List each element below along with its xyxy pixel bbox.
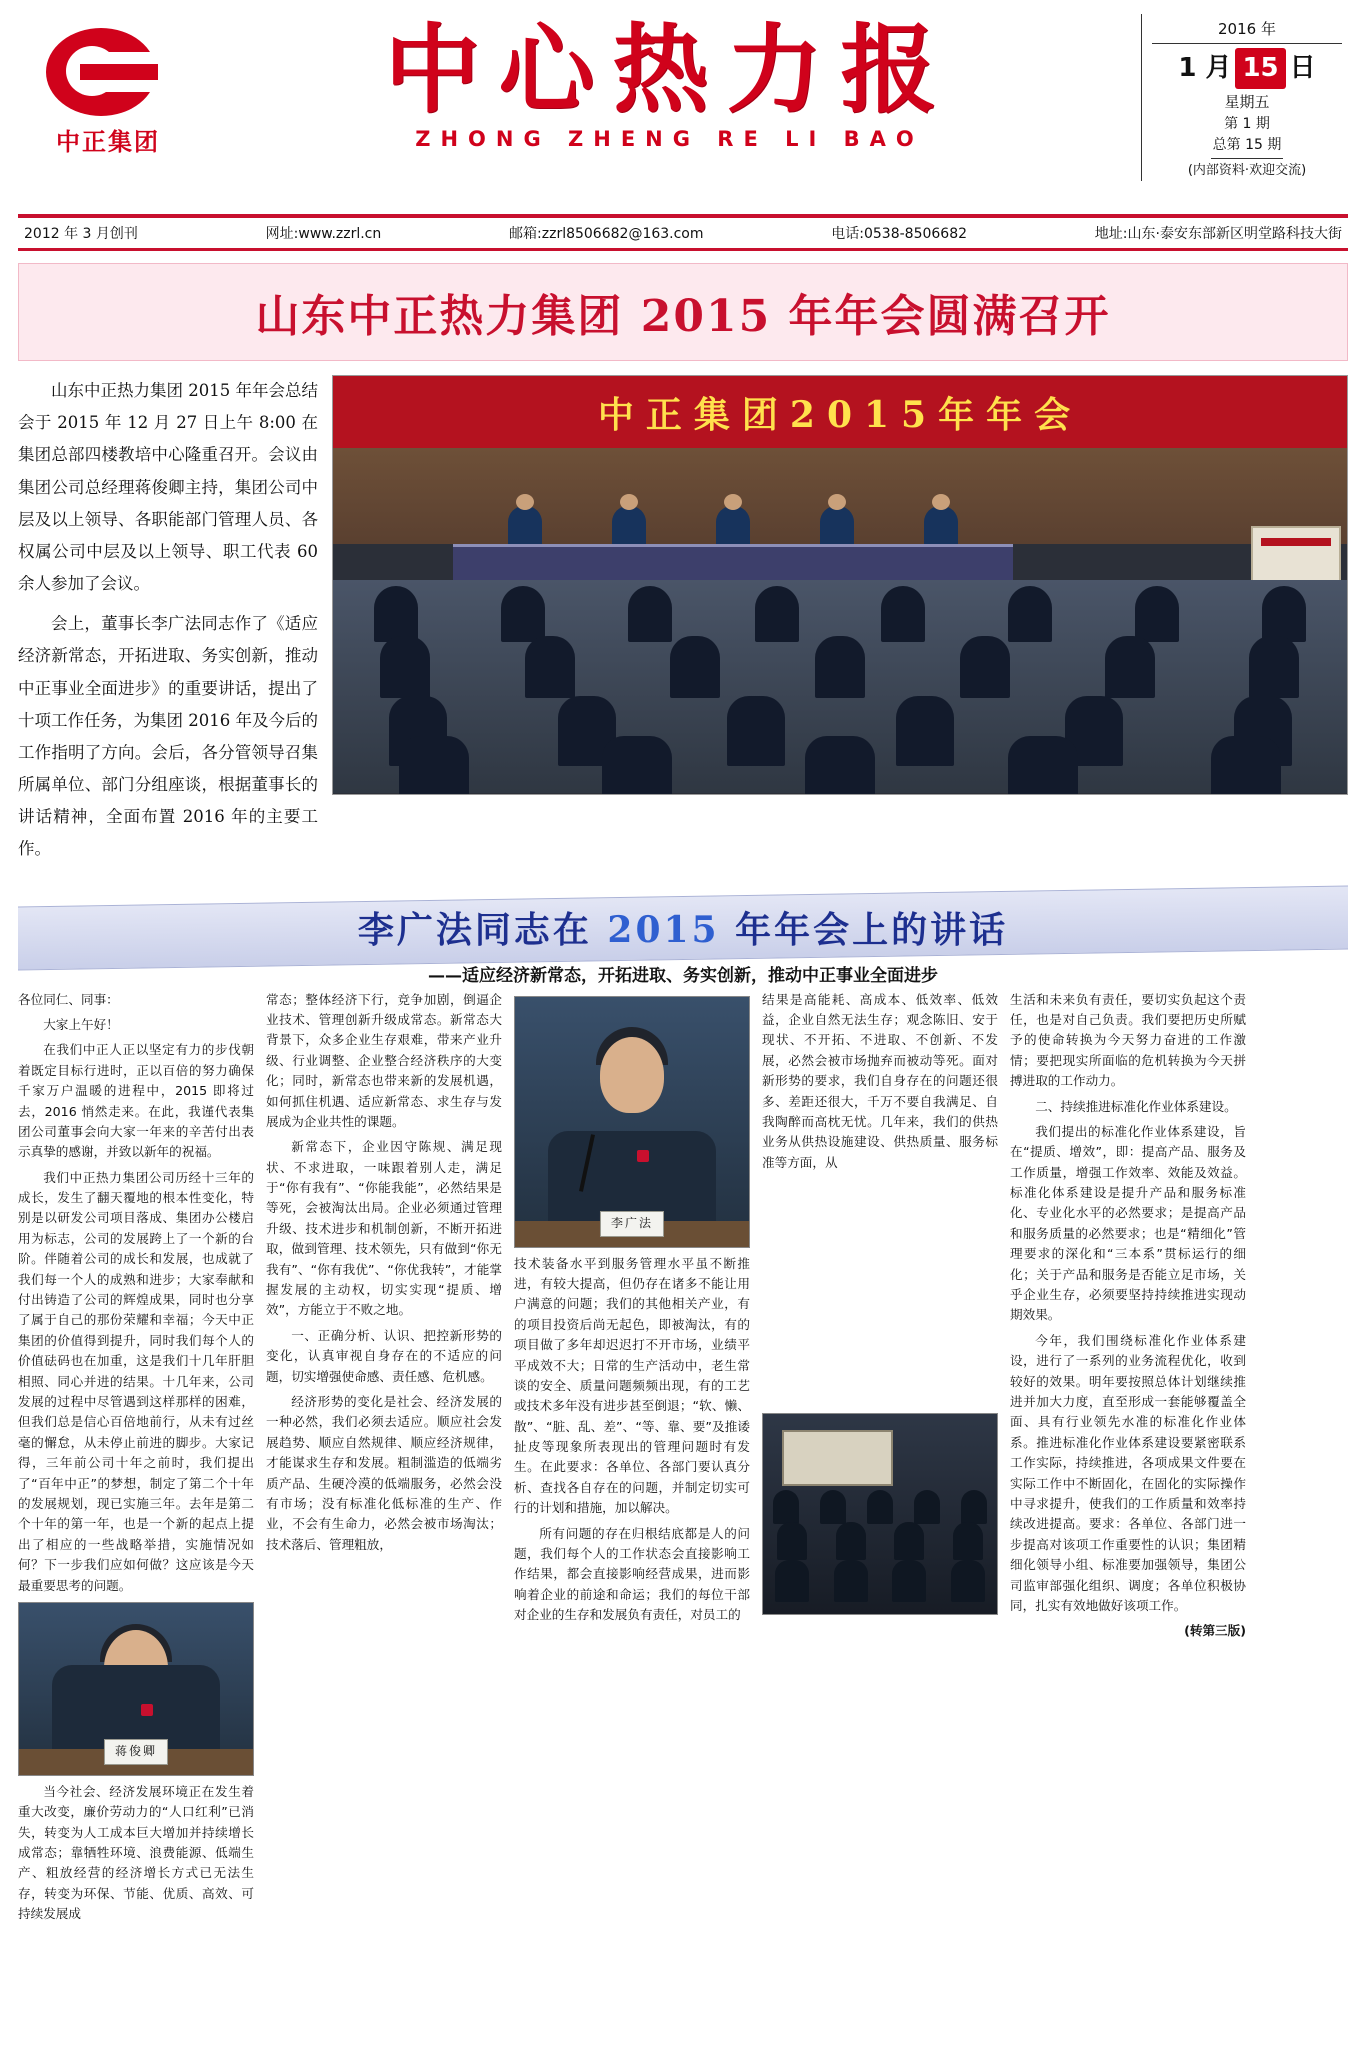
speech-title-band	[18, 892, 1348, 986]
founded-label: 2012 年 3 月创刊	[24, 226, 138, 242]
paragraph: 常态；整体经济下行，竞争加剧，倒逼企业技术、管理创新升级成常态。新常态大背景下，众多企业生存艰难，带来产业升级、行业调整、企业整合经济秩序的大变化；同时，新常态也带来新的发展机遇，如何抓住机遇、适应新常态、求生存与发展成为企业共性的课题。	[266, 991, 502, 1129]
paragraph: 大家上午好！	[43, 1016, 119, 1032]
paragraph: 一、正确分析、认识、把控新形势的变化，认真审视自身存在的不适应的问题，切实增强使命感、责任感、危机感。	[266, 1327, 502, 1384]
continued-note: (转第三版)	[1184, 1623, 1246, 1639]
issue-date-block	[1141, 14, 1348, 181]
paragraph: 在我们中正人正以坚定有力的步伐朝着既定目标行进时，正以百倍的努力确保千家万户温暖的进程中，2015 即将过去，2016 悄然走来。在此，我谨代表集团公司董事会向大家一年来的辛苦付出表示真挚的感谢，并致以新年的祝福。	[18, 1042, 254, 1160]
paragraph: 今年，我们围绕标准化作业体系建设，进行了一系列的业务流程优化，收到较好的效果。明年要按照总体计划继续推进并加大力度，直至形成一套能够覆盖全面、具有行业领先水准的标准化作业体系。推进标准化作业体系建设要紧密联系工作实际，持续推进，各项成果文件要在实际工作中不断固化，在固化的实际操作中寻求提升，使我们的工作质量和效率持续改进提高。要求：各单位、各部门进一步提高对该项工作重要性的认识；集团精细化领导小组、标准要加强领导，集团公司监审部强化组织、调度；各单位积极协同，扎实有效地做好该项工作。	[1010, 1332, 1246, 1613]
issue-number: 第 1 期	[1224, 115, 1270, 132]
logo-text: 中正集团	[56, 128, 160, 156]
logo	[18, 14, 198, 157]
photo-banner	[333, 376, 1347, 448]
email-label[interactable]: 邮箱:zzrl8506682@163.com	[509, 226, 704, 242]
nameplate-label: 李广法	[600, 1211, 664, 1236]
paragraph: 生活和未来负有责任，要切实负起这个责任，也是对自己负责。我们要把历史所赋予的使命转换为今天努力奋进的工作激情；要把现实所面临的危机转换为今天拼搏进取的工作动力。	[1010, 991, 1246, 1089]
paragraph: 当今社会、经济发展环境正在发生着重大改变，廉价劳动力的“人口红利”已消失，转变为人工成本巨大增加并持续增长成常态；靠牺牲环境、浪费能源、低端生产、粗放经营的经济增长方式已无法生存，转变为环保、节能、优质、高效、可持续发展成	[18, 1783, 254, 1922]
issue-note: (内部资料·欢迎交流)	[1187, 163, 1307, 179]
paragraph: 结果是高能耗、高成本、低效率、低效益，企业自然无法生存；观念陈旧、安于现状、不开拓、不进取、不创新、不发展，必然会被市场抛弃而被动等死。面对新形势的要求，我们自身存在的问题还很多、差距还很大，千万不要自我满足、自我陶醉而高枕无忧。几年来，我们的供热业务从供热设施建设、供热质量、服务标准等方面，从	[762, 991, 998, 1170]
speech-title	[18, 892, 1348, 953]
paragraph: 技术装备水平到服务管理水平虽不断推进，有较大提高，但仍存在诸多不能让用户满意的问题；我们的其他相关产业，有的项目投资后尚无起色，即被淘汰，有的项目做了多年却迟迟打不开市场，业绩平平成效不大；日常的生产活动中，老生常谈的安全、质量问题频频出现，有的工艺或技术多年没有进步甚至倒退；“软、懒、散”、“脏、乱、差”、“等、靠、要”及推诿扯皮等现象所表现出的管理问题时有发生。在此要求：各单位、各部门要认真分析、查找各自存在的问题，并制定切实可行的计划和措施，加以解决。	[514, 1255, 750, 1516]
issue-weekday: 星期五	[1224, 92, 1270, 111]
paper-title-block	[198, 14, 1141, 151]
lead-article	[18, 375, 1348, 874]
paragraph: 经济形势的变化是社会、经济发展的一种必然，我们必须去适应。顺应社会发展趋势、顺应自然规律、顺应经济规律，才能谋求生存和发展。粗制滥造的低端劣质产品、生硬冷漠的低端服务，必然会没有市场；没有标准化低标准的生产、作业，不会有生命力，必然会被市场淘汰；技术落后、管理粗放，	[266, 1394, 502, 1552]
issue-day: 15	[1235, 48, 1285, 88]
article-columns	[18, 990, 1348, 1930]
speech-title-prefix: 李广法同志在	[357, 908, 592, 951]
column-1	[18, 990, 254, 1930]
masthead	[18, 14, 1348, 217]
nameplate-label: 蒋俊卿	[104, 1739, 168, 1764]
speech-title-suffix: 年年会上的讲话	[735, 908, 1009, 951]
issue-day-unit: 日	[1289, 53, 1316, 84]
company-logo-icon	[38, 24, 178, 120]
issue-year: 2016 年	[1152, 18, 1342, 44]
paper-title-pinyin: ZHONG ZHENG RE LI BAO	[415, 126, 924, 151]
photo-audience	[333, 586, 1347, 794]
phone-label: 电话:0538-8506682	[831, 226, 968, 242]
column-2	[266, 990, 502, 1930]
issue-total-number: 总第 15 期	[1211, 135, 1284, 159]
lead-article-text	[18, 375, 318, 874]
column-3	[514, 990, 750, 1930]
photo-head-table	[453, 544, 1013, 583]
paragraph: 我们中正热力集团公司历经十三年的成长，发生了翻天覆地的根本性变化，特别是以研发公司项目落成、集团办公楼启用为标志，公司的发展跨上了一个新的台阶。伴随着公司的成长和发展，也成就了我们每一个人的成熟和进步；大家奉献和付出铸造了公司的辉煌成果，同时也分享了属于自己的那份荣耀和幸福；今天中正集团的价值得到提升，同时我们每个人的价值砝码也在加重，这是我们十几年肝胆相照、同心并进的结果。十几年来，公司发展的过程中尽管遇到这样那样的困难，但我们总是信心百倍地前行，从未有过丝毫的懈怠，从未停止前进的脚步。大家记得，三年前公司十年之前时，我们提出了“百年中正”的梦想，制定了第二个十年的发展规划，现已实施三年。去年是第二个十年的第一年，也是一个新的起点上提出了相应的一些战略举措，实施情况如何？下一步我们应如何做？这应该是今天最重要思考的问题。	[18, 1169, 254, 1593]
conference-photo	[332, 375, 1348, 795]
figure-portrait-li	[514, 996, 750, 1248]
contact-infobar	[18, 217, 1348, 251]
issue-date	[1152, 48, 1342, 88]
figure-hall-photo	[762, 1413, 998, 1615]
speech-subtitle: ——适应经济新常态，开拓进取、务实创新，推动中正事业全面进步	[428, 965, 938, 986]
column-5	[1010, 990, 1246, 1930]
page-title: 中心热力报	[384, 13, 955, 126]
paragraph: 新常态下，企业因守陈规、满足现状、不求进取，一味跟着别人走，满足于“你有我有”、“你能我能”，必然结果是等死，会被淘汰出局。企业必须通过管理升级、技术进步和机制创新，不断开拓进取，做到管理、技术领先，只有做到“你无我有”、“你有我优”、“你优我转”，才能掌握发展的主动权，切实实现“提质、增效”，方能立于不败之地。	[266, 1139, 502, 1318]
paragraph: 我们提出的标准化作业体系建设，旨在“提质、增效”，即：提高产品、服务及工作质量，增强工作效率、效能及效益。标准化体系建设是提升产品和服务标准化、专业化水平的必然要求；是提高产品和服务质量的必然要求；也是“精细化”管理要求的深化和“三本系”贯标运行的细化；关于产品和服务是否能立足市场，关乎企业生存，必须要坚持持续推进实现动期效果。	[1010, 1123, 1246, 1323]
paragraph: 所有问题的存在归根结底都是人的问题，我们每个人的工作状态会直接影响工作结果，都会直接影响经营成果，进而影响着企业的前途和命运；我们的每位干部对企业的生存和发展负有责任，对员工的	[514, 1525, 750, 1623]
issue-month: 1 月	[1178, 53, 1232, 84]
paragraph: 二、持续推进标准化作业体系建设。	[1035, 1098, 1237, 1114]
lead-paragraph: 会上，董事长李广法同志作了《适应经济新常态，开拓进取、务实创新，推动中正事业全面进步》的重要讲话，提出了十项工作任务，为集团 2016 年及今后的工作指明了方向。会后，各分管领导召集所属单位、部门分组座谈，根据董事长的讲话精神，全面布置 2016 年的主要工作。	[18, 614, 318, 859]
column-4	[762, 990, 998, 1930]
lead-paragraph: 山东中正热力集团 2015 年年会总结会于 2015 年 12 月 27 日上午 8:00 在集团总部四楼教培中心隆重召开。会议由集团公司总经理蒋俊卿主持，集团公司中层及以上领导、各职能部门管理人员、各权属公司中层及以上领导、职工代表 60 余人参加了会议。	[18, 381, 318, 594]
lead-headline: 山东中正热力集团 2015 年年会圆满召开	[255, 291, 1111, 342]
paragraph: 各位同仁、同事：	[18, 991, 119, 1007]
photo-banner-text: 中正集团2015年年会	[597, 393, 1083, 436]
figure-portrait-jiang	[18, 1602, 254, 1776]
website-label[interactable]: 网址:www.zzrl.cn	[265, 226, 382, 242]
address-label: 地址:山东·泰安东部新区明堂路科技大街	[1094, 226, 1342, 242]
speech-title-year: 2015	[607, 908, 720, 951]
lead-headline-banner	[18, 263, 1348, 361]
